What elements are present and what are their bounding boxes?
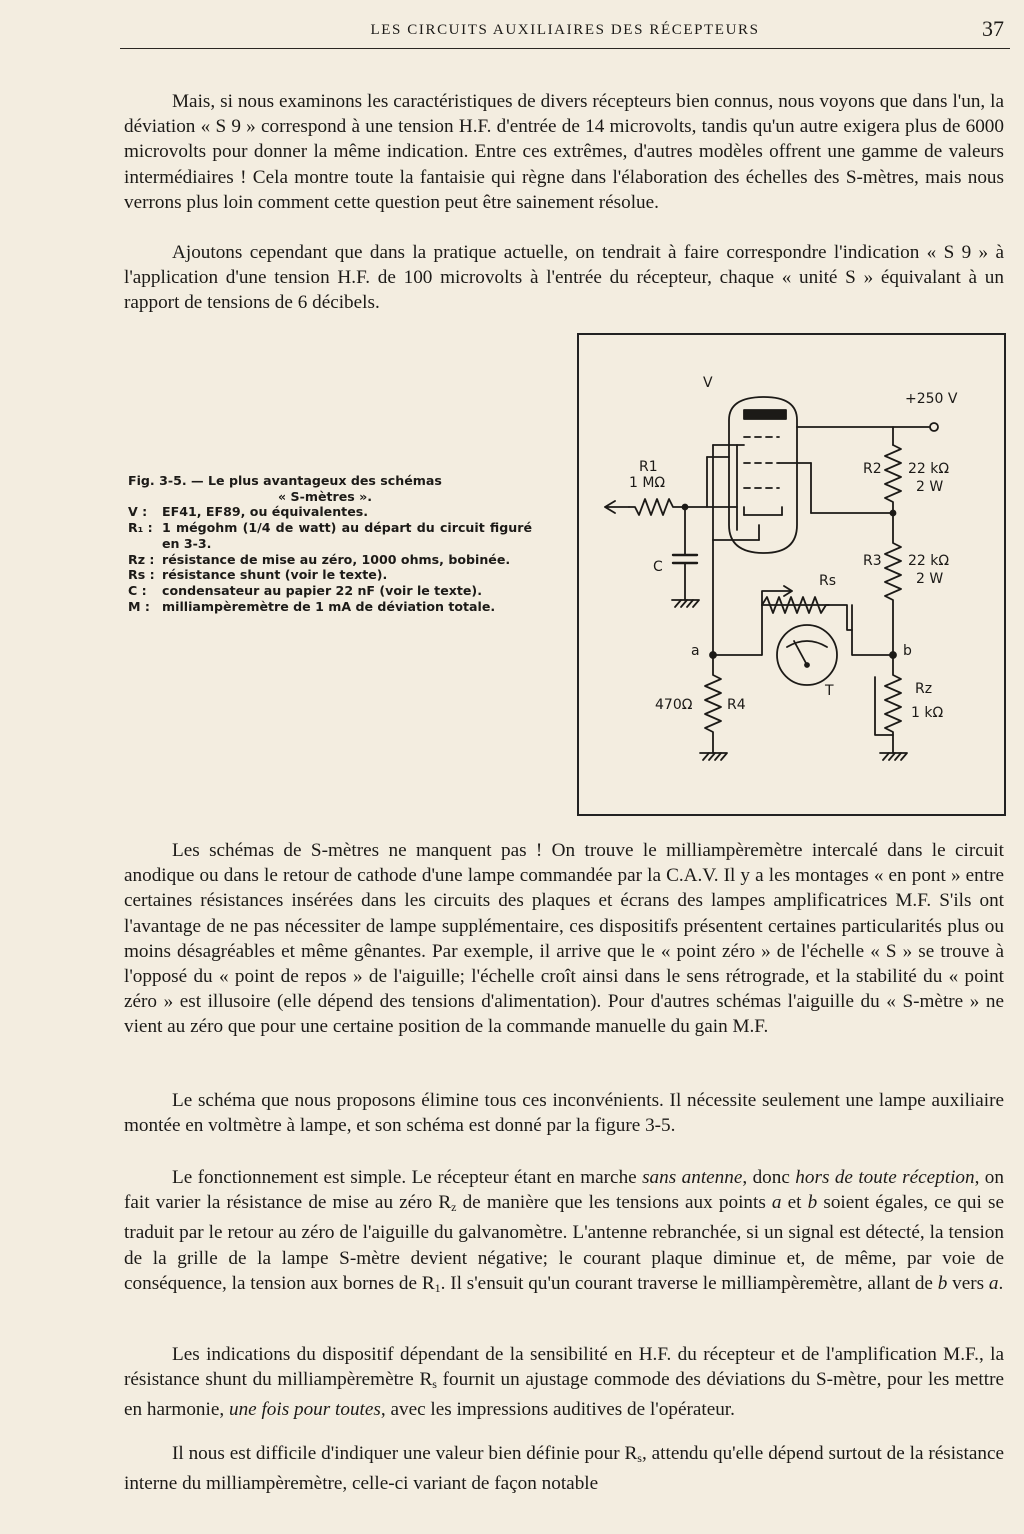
resistor-r4-icon	[705, 655, 721, 753]
caption-entry	[128, 599, 532, 615]
text-run: vers	[947, 1272, 989, 1294]
text-run: Il nous est difficile d'indiquer une valeur bien définie pour R	[172, 1443, 638, 1464]
caption-text: condensateur au papier 22 nF (voir le texte).	[162, 582, 482, 598]
text-run: et	[781, 1192, 808, 1214]
caption-text: 1 mégohm (1/4 de watt) au départ du circuit figuré en 3-3.	[162, 520, 532, 551]
caption-text: résistance de mise au zéro, 1000 ohms, bobinée.	[162, 551, 511, 567]
milliammeter-icon	[777, 625, 837, 685]
caption-text: résistance shunt (voir le texte).	[162, 567, 388, 583]
label-r2-power: 2 W	[916, 479, 944, 495]
figure-caption	[128, 473, 532, 614]
text-run: , donc	[742, 1167, 796, 1188]
emphasis: hors de toute réception	[795, 1167, 975, 1188]
label-r1-value: 1 MΩ	[629, 475, 666, 491]
label-r3: R3	[863, 553, 882, 569]
ground-icon	[880, 753, 907, 760]
label-node-b: b	[903, 643, 912, 659]
resistor-r1-icon	[629, 499, 685, 515]
resistor-r3-icon	[885, 513, 901, 655]
label-c: C	[653, 559, 663, 575]
paragraph-4: Le schéma que nous proposons élimine tous ces inconvénients. Il nécessite seulement une lampe auxiliaire montée en voltmètre à lampe, et son schéma est donné par la figure 3-5.	[124, 1090, 1004, 1137]
text-run: de manière que les tensions aux points	[456, 1192, 772, 1214]
input-arrow-icon	[605, 501, 629, 513]
label-r2-value: 22 kΩ	[908, 461, 950, 477]
page-number: 37	[982, 16, 1004, 41]
circuit-diagram	[577, 333, 1006, 816]
caption-key: Rs :	[128, 567, 155, 583]
emphasis: a	[771, 1192, 782, 1214]
label-r4-value: 470Ω	[655, 697, 693, 713]
emphasis: une fois pour toutes	[228, 1399, 381, 1421]
text-run: Le fonctionnement est simple. Le récepteur étant en marche	[172, 1167, 643, 1188]
caption-title-continued: « S-mètres ».	[278, 488, 373, 504]
emphasis: b	[807, 1192, 818, 1214]
emphasis: sans antenne	[642, 1167, 743, 1188]
text-run: , avec les impressions auditives de l'opérateur.	[380, 1399, 735, 1421]
label-supply: +250 V	[905, 391, 958, 407]
paragraph-1: Mais, si nous examinons les caractéristiques de divers récepteurs bien connus, nous voyons que dans l'un, la déviation « S 9 » correspond à une tension H.F. d'entrée de 14 microvolts, tandis qu'un autre exigera plus de 6000 microvolts pour donner la même indication. Entre ces extrêmes, d'autres modèles offrent une gamme de valeurs intermédiaires ! Cela montre toute la fantaisie qui règne dans l'élaboration des échelles des S-mètres, mais nous verrons plus loin comment cette question peut être sainement résolue.	[124, 91, 1004, 213]
caption-entry	[128, 567, 532, 583]
paragraph-5	[124, 1165, 1004, 1301]
label-rs: Rs	[819, 573, 837, 589]
caption-entry	[128, 552, 532, 568]
caption-text: EF41, EF89, ou équivalentes.	[162, 504, 369, 520]
label-r2: R2	[863, 461, 882, 477]
label-v: V	[703, 375, 713, 391]
label-rz: Rz	[915, 681, 933, 697]
label-node-a: a	[691, 643, 700, 659]
subscript: z	[451, 1200, 457, 1215]
paragraph-6	[124, 1342, 1004, 1423]
paragraph-3: Les schémas de S-mètres ne manquent pas ! On trouve le milliampèremètre intercalé dans le circuit anodique ou dans le retour de cathode d'une lampe commandée par la C.A.V. Il y a les montages « en pont » entre certaines résistances insérées dans les circuits des plaques et écrans des lampes amplificatrices M.F. S'ils ont l'avantage de ne pas nécessiter de lampe supplémentaire, ces dispositifs présentent certaines particularités plus ou moins désagréables et même gênantes. Par exemple, il arrive que le « point zéro » de l'échelle « S » se trouve à l'opposé du « point de repos » de l'aiguille; l'échelle croît ainsi dans le sens rétrograde, et la stabilité du « point zéro » est illusoire (elle dépend des tensions d'alimentation). Pour d'autres schémas l'aiguille du « S-mètre » ne vient au zéro que pour une certaine position de la commande manuelle du gain M.F.	[124, 840, 1004, 1038]
label-t: T	[825, 683, 834, 699]
running-title: LES CIRCUITS AUXILIAIRES DES RÉCEPTEURS	[370, 22, 760, 38]
ground-icon	[672, 600, 699, 607]
label-r3-value: 22 kΩ	[908, 553, 950, 569]
text-run: Les indications du dispositif dépendant de la sensibilité en H.F. du récepteur et de l'amplification M.F., la résistance shunt du milliampèremètre R	[124, 1344, 1004, 1391]
caption-key: V :	[128, 504, 148, 520]
emphasis: b	[937, 1272, 948, 1294]
subscript: s	[637, 1451, 642, 1465]
paragraph-7	[124, 1441, 1004, 1496]
emphasis: a	[988, 1272, 999, 1294]
supply-terminal	[797, 423, 938, 445]
subscript: s	[432, 1377, 437, 1392]
resistor-r2-icon	[885, 445, 901, 511]
text-run: .	[998, 1272, 1004, 1294]
text-run: . Il s'ensuit qu'un courant traverse le milliampèremètre, allant de	[440, 1272, 938, 1294]
label-rz-value: 1 kΩ	[911, 705, 944, 721]
label-r3-power: 2 W	[916, 571, 944, 587]
caption-title: Fig. 3-5. — Le plus avantageux des schémas	[128, 473, 442, 488]
caption-key: R₁ :	[128, 520, 153, 536]
caption-key: M :	[128, 598, 150, 614]
page-header	[120, 14, 1010, 49]
ground-icon	[700, 753, 727, 760]
caption-entry	[128, 504, 532, 520]
text-run: soient égales, ce qui se traduit par le retour au zéro de l'aiguille du galvanomètre. L'antenne rebranchée, si un signal est détecté, la tension de la grille de la lampe S-mètre devient négative; le courant plaque diminue et, de même, par voie de conséquence, la tension aux bornes de R	[124, 1192, 1004, 1294]
caption-entry	[128, 520, 532, 551]
resistor-rz-icon	[885, 655, 901, 753]
text-run: , attendu qu'elle dépend surtout de la résistance interne du milliampèremètre, celle-ci variant de façon notable	[124, 1443, 1004, 1495]
vacuum-tube-icon	[729, 397, 797, 553]
text-run: , on fait varier la résistance de mise au zéro R	[124, 1167, 1004, 1214]
caption-text: milliampèremètre de 1 mA de déviation totale.	[162, 598, 496, 614]
caption-entry	[128, 583, 532, 599]
text-run: fournit un ajustage commode des déviations du S-mètre, pour les mettre en harmonie,	[124, 1369, 1004, 1421]
caption-key: C :	[128, 582, 147, 598]
subscript: 1	[434, 1280, 441, 1295]
label-r4: R4	[727, 697, 746, 713]
caption-key: Rz :	[128, 551, 155, 567]
label-r1: R1	[639, 459, 658, 475]
paragraph-2: Ajoutons cependant que dans la pratique actuelle, on tendrait à faire correspondre l'indication « S 9 » à l'application d'une tension H.F. de 100 microvolts à l'entrée du récepteur, chaque « unité S » équivalant à un rapport de tensions de 6 décibels.	[124, 242, 1004, 314]
